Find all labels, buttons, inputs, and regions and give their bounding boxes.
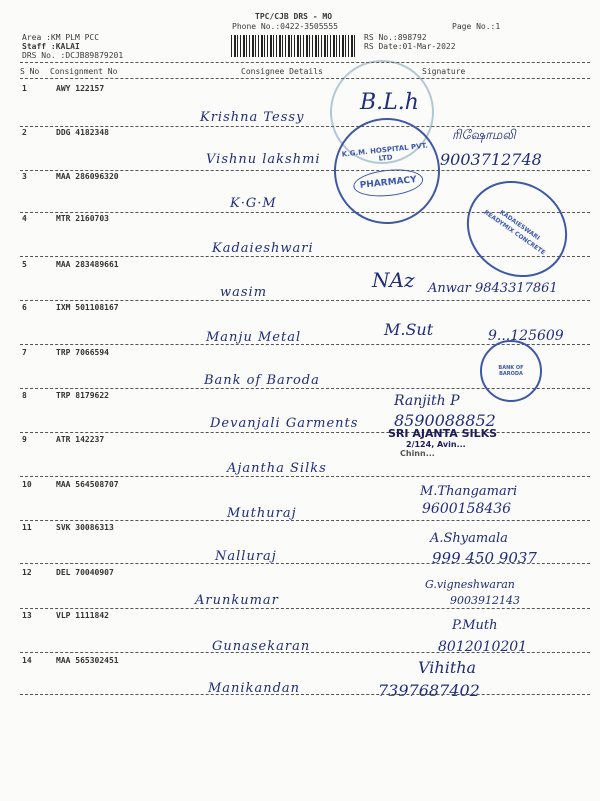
row-consignment: MAA 286096320 bbox=[56, 172, 119, 181]
row-consignee: Ajantha Silks bbox=[227, 461, 327, 476]
row-sno: 4 bbox=[22, 214, 27, 223]
row-sno: 9 bbox=[22, 435, 27, 444]
row-consignee: Arunkumar bbox=[195, 593, 279, 608]
row-consignment: AWY 122157 bbox=[56, 84, 105, 93]
row-divider bbox=[20, 476, 590, 477]
row-consignment: MAA 565302451 bbox=[56, 656, 119, 665]
row-sno: 10 bbox=[22, 480, 32, 489]
ajantha-title: SRI AJANTA SILKS bbox=[388, 427, 498, 440]
row-sno: 14 bbox=[22, 656, 32, 665]
row-consignment: MAA 283489661 bbox=[56, 260, 119, 269]
row-sno: 2 bbox=[22, 128, 27, 137]
row-consignee: Kadaieshwari bbox=[212, 241, 314, 256]
row-consignee: Muthuraj bbox=[227, 506, 297, 521]
row-consignee: Krishna Tessy bbox=[200, 110, 305, 125]
row-consignment: MAA 564508707 bbox=[56, 480, 119, 489]
row-divider bbox=[20, 694, 590, 695]
row-consignment: MTR 2160703 bbox=[56, 214, 109, 223]
row-consignment: TRP 7066594 bbox=[56, 348, 109, 357]
row-sno: 6 bbox=[22, 303, 27, 312]
row-signature: M.Thangamari bbox=[420, 484, 518, 499]
ajantha-city: Chinn... bbox=[400, 449, 435, 458]
bank-text: BANK OF BARODA bbox=[498, 365, 524, 377]
row-consignee: Manikandan bbox=[208, 681, 301, 696]
hospital-name: K.G.M. HOSPITAL PVT. LTD bbox=[341, 141, 429, 163]
row-phone: 9003912143 bbox=[450, 594, 520, 607]
drs-number: DRS No. :DCJB89879201 bbox=[22, 51, 124, 60]
row-consignee: Vishnu lakshmi bbox=[206, 152, 321, 167]
page-number: Page No.:1 bbox=[452, 22, 501, 31]
row-sno: 1 bbox=[22, 84, 27, 93]
row-phone: 7397687402 bbox=[378, 681, 480, 700]
row-divider bbox=[20, 520, 590, 521]
row-divider bbox=[20, 300, 590, 301]
header-divider bbox=[20, 62, 590, 63]
row-consignee: wasim bbox=[220, 285, 268, 300]
row-consignee: Bank of Baroda bbox=[204, 373, 320, 388]
row-divider bbox=[20, 170, 590, 171]
col-sno: S No bbox=[20, 67, 40, 76]
document-title: TPC/CJB DRS - MO bbox=[255, 12, 333, 21]
area-label: Area :KM PLM PCC bbox=[22, 33, 100, 42]
bank-stamp bbox=[480, 340, 542, 402]
row-phone: 999 450 9037 bbox=[432, 549, 537, 567]
kadaieswari-stamp bbox=[448, 161, 586, 296]
row-consignee: Devanjali Garments bbox=[210, 416, 359, 431]
row-sno: 3 bbox=[22, 172, 27, 181]
col-consignment: Consignment No bbox=[50, 67, 118, 76]
rs-number: RS No.:898792 bbox=[364, 33, 427, 42]
row-consignment: DDG 4182348 bbox=[56, 128, 109, 137]
row-signature: G.vigneshwaran bbox=[425, 578, 515, 591]
row-consignee: Manju Metal bbox=[206, 330, 302, 345]
row-consignee: Nalluraj bbox=[215, 549, 277, 564]
ajantha-stamp bbox=[386, 425, 540, 463]
row-divider bbox=[20, 563, 590, 564]
row-phone: 8012010201 bbox=[438, 639, 528, 655]
row-phone: 9003712748 bbox=[440, 150, 542, 169]
ajantha-address: 2/124, Avin... bbox=[406, 440, 466, 449]
row-consignment: ATR 142237 bbox=[56, 435, 105, 444]
row-divider bbox=[20, 608, 590, 609]
kadaieswari-text: KADAIESWARI READYMIX CONCRETE bbox=[482, 208, 547, 257]
row-signature: ரிஷோமலி bbox=[452, 128, 516, 143]
column-divider bbox=[20, 78, 590, 79]
row-phone: 9...125609 bbox=[488, 328, 564, 344]
row-divider bbox=[20, 126, 590, 127]
rs-date: RS Date:01-Mar-2022 bbox=[364, 42, 456, 51]
col-consignee: Consignee Details bbox=[241, 67, 323, 76]
row-sno: 8 bbox=[22, 391, 27, 400]
row-sno: 13 bbox=[22, 611, 32, 620]
row-consignment: SVK 30086313 bbox=[56, 523, 114, 532]
barcode bbox=[231, 35, 357, 57]
row-sno: 7 bbox=[22, 348, 27, 357]
row-consignment: VLP 1111842 bbox=[56, 611, 109, 620]
row-divider bbox=[20, 652, 590, 653]
row-signature: P.Muth bbox=[452, 618, 498, 633]
pharmacy-label: PHARMACY bbox=[353, 166, 424, 199]
row-phone: 9600158436 bbox=[422, 501, 512, 517]
row-consignment: IXM 501108167 bbox=[56, 303, 119, 312]
row-sno: 12 bbox=[22, 568, 32, 577]
row-signature: A.Shyamala bbox=[430, 531, 508, 546]
row-phone: Anwar 9843317861 bbox=[428, 281, 558, 296]
row-consignee: Gunasekaran bbox=[212, 639, 311, 654]
row-signature: B.L.h bbox=[360, 90, 419, 115]
row-consignment: DEL 70040907 bbox=[56, 568, 114, 577]
row-signature: Ranjith P bbox=[394, 393, 460, 409]
row-phone: 8590088852 bbox=[394, 411, 496, 430]
col-signature: Signature bbox=[422, 67, 466, 76]
row-signature: Vihitha bbox=[418, 658, 477, 677]
row-consignee: K·G·M bbox=[230, 196, 277, 211]
row-consignment: TRP 8179622 bbox=[56, 391, 109, 400]
row-signature: M.Sut bbox=[384, 320, 434, 339]
row-signature: NAz bbox=[372, 268, 415, 292]
row-sno: 5 bbox=[22, 260, 27, 269]
staff-label: Staff :KALAI bbox=[22, 42, 80, 51]
row-sno: 11 bbox=[22, 523, 32, 532]
phone-number: Phone No.:0422-3505555 bbox=[232, 22, 338, 31]
